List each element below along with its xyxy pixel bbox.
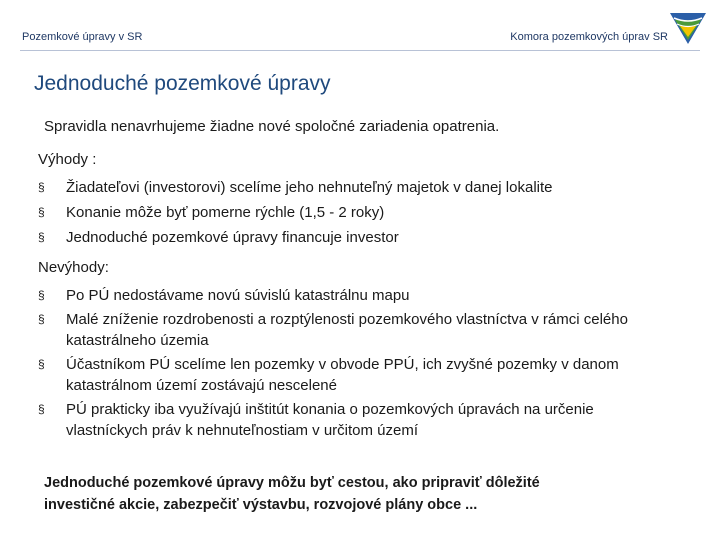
section-bullet-icon: §	[38, 205, 45, 219]
list-item	[38, 354, 648, 396]
list-item-text: Jednoduché pozemkové úpravy financuje investor	[66, 229, 399, 246]
list-item	[38, 202, 638, 223]
header-divider	[20, 50, 700, 51]
list-item	[38, 399, 648, 441]
list-item-text: Konanie môže byť pomerne rýchle (1,5 - 2 roky)	[66, 204, 385, 221]
closing-statement: Jednoduché pozemkové úpravy môžu byť cestou, ako pripraviť dôležité investičné akcie, zabezpečiť výstavbu, rozvojové plány obce ...	[44, 475, 540, 513]
advantages-list	[38, 177, 638, 252]
section-bullet-icon: §	[38, 180, 45, 194]
list-item	[38, 309, 648, 351]
page-title: Jednoduché pozemkové úpravy	[34, 72, 331, 95]
list-item-text: Malé zníženie rozdrobenosti a rozptýlenosti pozemkového vlastníctva v rámci celého katastrálneho územia	[66, 311, 628, 349]
section-bullet-icon: §	[38, 312, 45, 326]
section-bullet-icon: §	[38, 230, 45, 244]
section-bullet-icon: §	[38, 288, 45, 302]
disadvantages-heading: Nevýhody:	[38, 259, 109, 276]
section-bullet-icon: §	[38, 357, 45, 371]
list-item-text: PÚ prakticky iba využívajú inštitút konania o pozemkových úpravách na určenie vlastníckych práv k nehnuteľnostiam v určitom území	[66, 401, 594, 439]
disadvantages-list	[38, 285, 648, 444]
header-right-text: Komora pozemkových úprav SR	[510, 31, 668, 43]
advantages-heading: Výhody :	[38, 151, 97, 168]
list-item-text: Po PÚ nedostávame novú súvislú katastrálnu mapu	[66, 287, 410, 304]
intro-text: Spravidla nenavrhujeme žiadne nové spoločné zariadenia opatrenia.	[44, 118, 500, 135]
list-item-text: Účastníkom PÚ scelíme len pozemky v obvode PPÚ, ich zvyšné pozemky v danom katastrálnom území zostávajú nescelené	[66, 356, 619, 394]
list-item-text: Žiadateľovi (investorovi) scelíme jeho nehnuteľný majetok v danej lokalite	[66, 179, 553, 196]
list-item	[38, 227, 638, 248]
list-item	[38, 285, 648, 306]
header-left-text: Pozemkové úpravy v SR	[22, 31, 143, 43]
list-item	[38, 177, 638, 198]
section-bullet-icon: §	[38, 402, 45, 416]
chamber-logo	[668, 10, 708, 46]
